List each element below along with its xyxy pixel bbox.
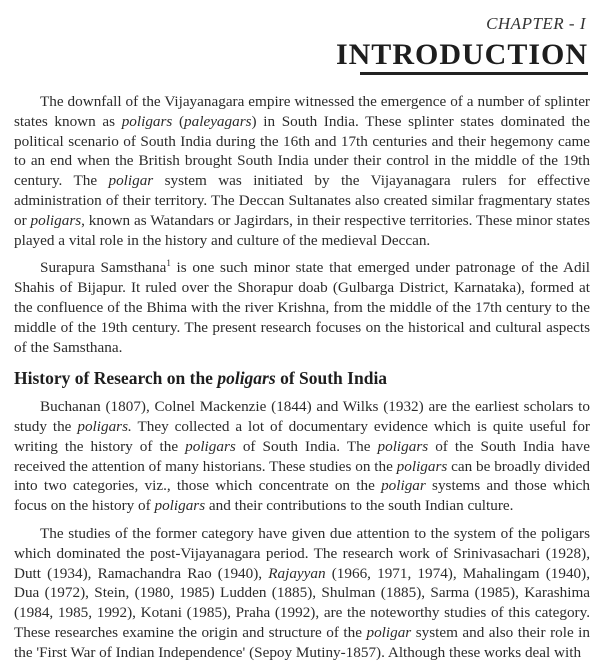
paragraph-2: Surapura Samsthana$^1$ is one such minor state that emerged under patronage of the Adil Shahis of Bijapur. It ruled over the Shorapur doab (Gulbarga District, Karnataka), formed at the confluence of the Bhima with the river Krishna, from the middle of the 17th century to the middle of the 19th century. The present research focuses on the historical and cultural aspects of the Samsthana. [14,258,591,356]
page-title: INTRODUCTION [335,38,588,71]
section-heading: History of Research on the poligars of South India [14,368,388,389]
paragraph-1: The downfall of the Vijayanagara empire witnessed the emergence of a number of splinter states known as poligars (paleyagars) in South India. These splinter states dominated the political scenario of South India during the 16th and 17th centuries and their hegemony came to an end when the British brought South India under their control in the middle of the 19th century. The poligar system was initiated by the Vijayanagara rulers for effective administration of their territory. The Deccan Sultanates also created similar fragmentary states or poligars, known as Watandars or Jagirdars, in their respective territories. These minor states played a vital role in the history and culture of the medieval Deccan. [14,93,590,249]
paragraph-3: Buchanan (1807), Colnel Mackenzie (1844) and Wilks (1932) are the earliest scholars to study the poligars. They collected a lot of documentary evidence which is quite useful for writing the history of the poligars of South India. The poligars of the South India have received the attention of many historians. These studies on the poligars can be broadly divided into two categories, viz., those which concentrate on the poligar systems and those which focus on the history of poligars and their contributions to the south Indian culture. [14,398,590,515]
title-underline [360,72,588,75]
paragraph-4: The studies of the former category have given due attention to the system of the poligars which dominated the post-Vijayanagara period. The research work of Srinivasachari (1928), Dutt (1934), Ramachandra Rao (1940), Rajayyan (1966, 1971, 1974), Mahalingam (1940), Dua (1972), Stein, (1980, 1985) Ludden (1885), Shulman (1885), Sarma (1985), Karashima (1984, 1985, 1992), Kotani (1985), Praha (1992), are the noteworthy studies of this category. These researches examine the origin and structure of the poligar system and also their role in the 'First War of Indian Independence' (Sepoy Mutiny-1857). Although these works deal with [14,524,590,661]
footnote-marker[interactable]: 1 [166,258,171,269]
body-text [14,92,590,671]
chapter-label: CHAPTER - I [486,14,586,33]
